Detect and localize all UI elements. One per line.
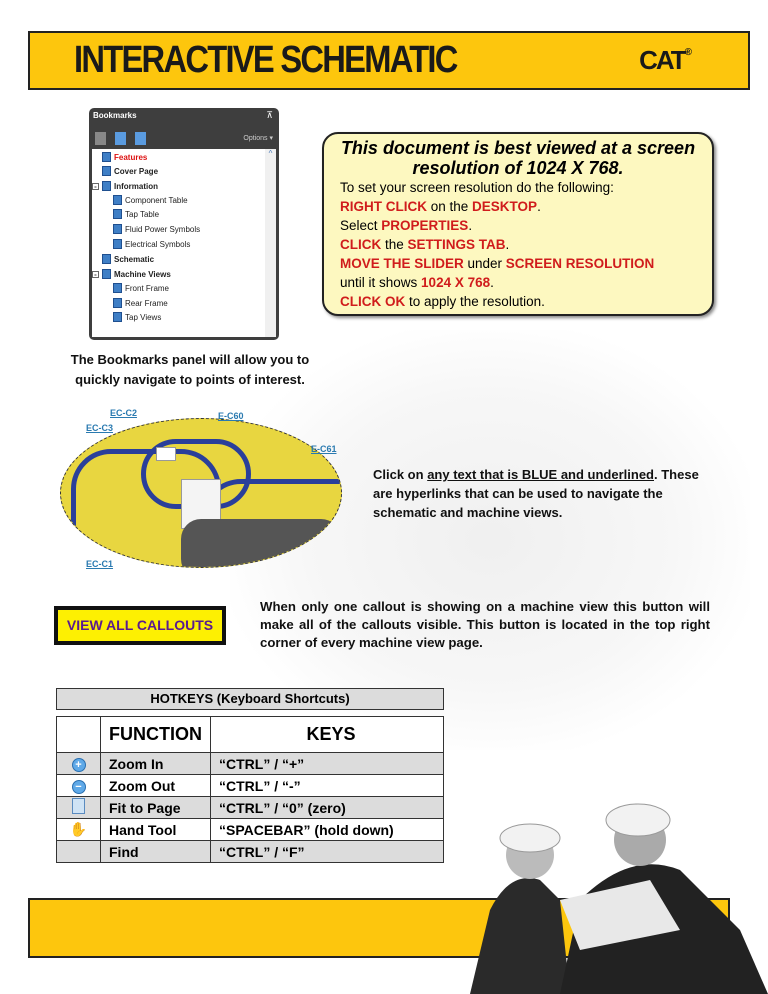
- bookmark-rear-frame[interactable]: Rear Frame: [113, 298, 168, 308]
- bookmark-options-icon[interactable]: [135, 132, 146, 145]
- step-3: CLICK the SETTINGS TAB.: [340, 237, 510, 252]
- zoom-in-icon: +: [72, 758, 86, 772]
- bookmark-tree: [92, 149, 265, 337]
- bookmark-electrical-symbols[interactable]: Electrical Symbols: [113, 239, 190, 249]
- bookmark-information[interactable]: - Information: [92, 181, 158, 191]
- new-bookmark-icon[interactable]: [115, 132, 126, 145]
- function-header: FUNCTION: [101, 717, 211, 753]
- bookmark-schematic[interactable]: Schematic: [102, 254, 154, 264]
- step-2: Select PROPERTIES.: [340, 218, 473, 233]
- trash-icon[interactable]: [95, 132, 106, 145]
- bookmark-icon: [102, 181, 111, 191]
- options-menu[interactable]: Options ▾: [243, 135, 273, 142]
- callout-link-e-c61[interactable]: E-C61: [311, 444, 337, 454]
- view-all-callouts-button[interactable]: VIEW ALL CALLOUTS: [54, 606, 226, 645]
- bookmark-icon: [113, 209, 122, 219]
- page-header: [28, 31, 750, 90]
- bookmark-component-table[interactable]: Component Table: [113, 195, 188, 205]
- bookmark-icon: [113, 283, 122, 293]
- table-row: − Zoom Out “CTRL” / “-”: [57, 775, 444, 797]
- bookmark-icon: [102, 152, 111, 162]
- view-all-note: When only one callout is showing on a machine view this button will make all of the callouts visible. This button is located in the top right corner of every machine view page.: [260, 599, 710, 650]
- table-row: Fit to Page “CTRL” / “0” (zero): [57, 797, 444, 819]
- hotkeys-table: [56, 716, 444, 863]
- bookmarks-title: Bookmarks: [93, 111, 137, 120]
- table-row: Find “CTRL” / “F”: [57, 841, 444, 863]
- bookmark-fluid-power-symbols[interactable]: Fluid Power Symbols: [113, 224, 200, 234]
- callout-link-ec-c3[interactable]: EC-C3: [86, 423, 114, 433]
- callout-link-ec-c1[interactable]: EC-C1: [86, 559, 114, 569]
- bookmarks-panel: [89, 108, 279, 340]
- step-5: until it shows 1024 X 768.: [340, 275, 494, 290]
- table-row: + Zoom In “CTRL” / “+”: [57, 753, 444, 775]
- collapse-icon[interactable]: -: [92, 271, 99, 278]
- bookmark-icon: [113, 195, 122, 205]
- bookmark-front-frame[interactable]: Front Frame: [113, 283, 169, 293]
- bookmark-tap-table[interactable]: Tap Table: [113, 209, 159, 219]
- fit-page-icon: [72, 798, 85, 814]
- step-6: CLICK OK to apply the resolution.: [340, 294, 545, 309]
- resolution-info-box: [322, 132, 714, 316]
- zoom-out-icon: −: [72, 780, 86, 794]
- resolution-intro: To set your screen resolution do the following:: [340, 180, 614, 195]
- bookmark-machine-views[interactable]: - Machine Views: [92, 269, 171, 279]
- machine-view-image: [60, 418, 342, 568]
- step-1: RIGHT CLICK on the DESKTOP.: [340, 199, 541, 214]
- hotkeys-title: HOTKEYS (Keyboard Shortcuts): [56, 688, 444, 710]
- bookmark-cover-page[interactable]: Cover Page: [102, 166, 158, 176]
- table-row: ✋ Hand Tool “SPACEBAR” (hold down): [57, 819, 444, 841]
- bookmarks-caption: The Bookmarks panel will allow you to quickly navigate to points of interest.: [70, 352, 310, 387]
- scrollbar[interactable]: ^: [265, 149, 276, 337]
- pin-icon[interactable]: ⊼: [266, 110, 273, 120]
- bookmark-icon: [113, 239, 122, 249]
- cat-logo: CAT®: [639, 45, 690, 75]
- bookmark-icon: [113, 312, 122, 322]
- callout-link-e-c60[interactable]: E-C60: [218, 411, 244, 421]
- collapse-icon[interactable]: -: [92, 183, 99, 190]
- callout-link-ec-c2[interactable]: EC-C2: [110, 408, 138, 418]
- bookmark-icon: [102, 254, 111, 264]
- bookmark-tap-views[interactable]: Tap Views: [113, 312, 161, 322]
- step-4: MOVE THE SLIDER under SCREEN RESOLUTION: [340, 256, 655, 271]
- bookmark-icon: [102, 269, 111, 279]
- bookmark-features[interactable]: Features: [102, 152, 147, 162]
- page-title: INTERACTIVE SCHEMATIC: [74, 39, 457, 81]
- hyperlink-note: Click on any text that is BLUE and underlined. These are hyperlinks that can be used to navigate the schematic and machine views.: [373, 467, 699, 520]
- bookmark-icon: [113, 298, 122, 308]
- bookmark-icon: [102, 166, 111, 176]
- bookmark-icon: [113, 224, 122, 234]
- resolution-heading: This document is best viewed at a screen resolution of 1024 X 768.: [340, 138, 696, 178]
- hand-tool-icon: ✋: [69, 821, 88, 837]
- keys-header: KEYS: [211, 717, 444, 753]
- workers-photo: [450, 780, 768, 994]
